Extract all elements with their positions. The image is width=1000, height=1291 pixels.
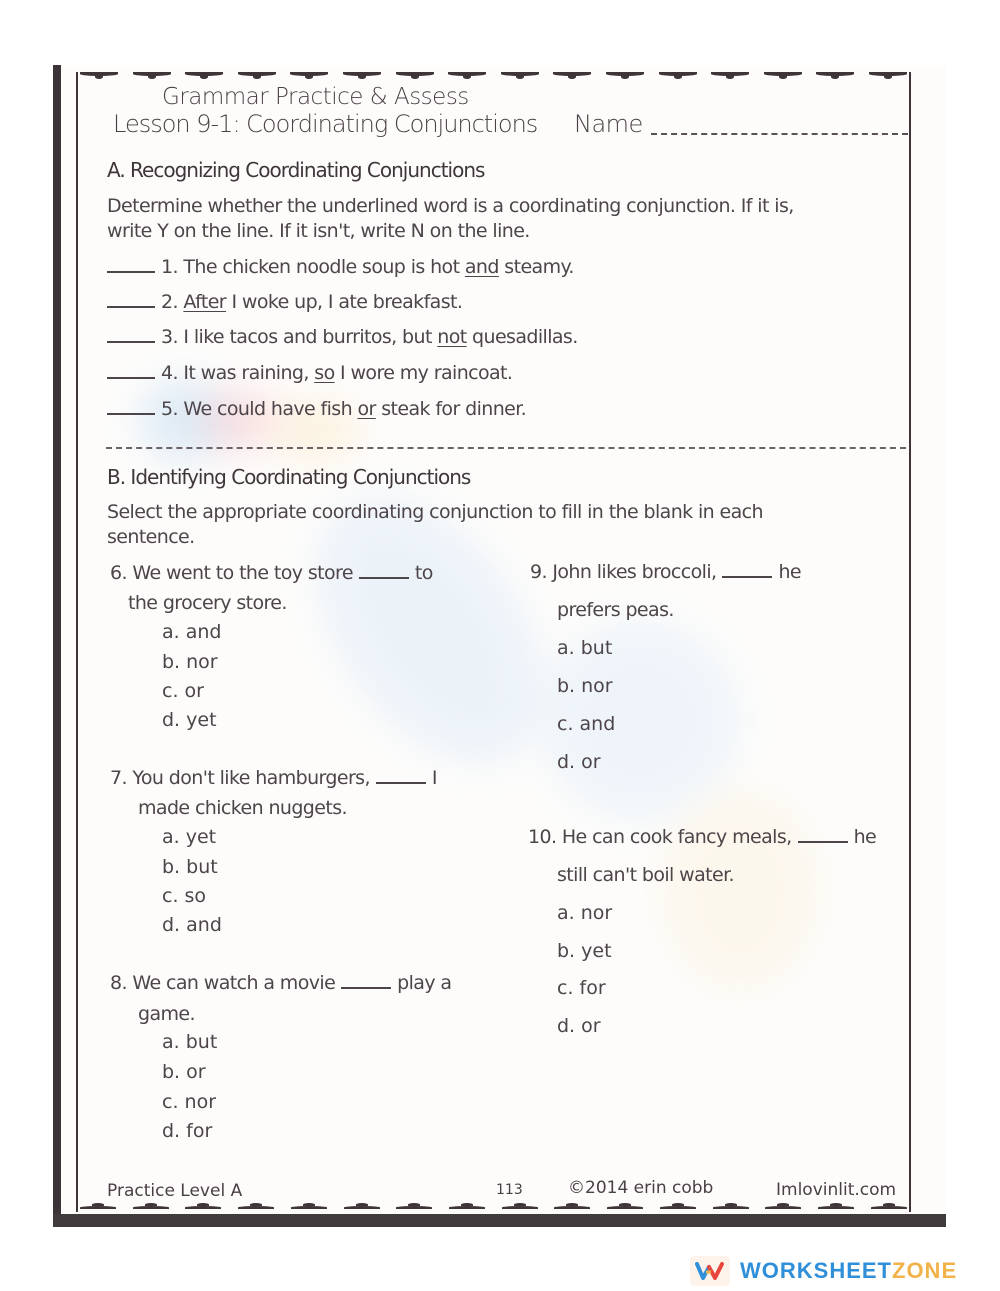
- answer-blank[interactable]: [107, 306, 155, 308]
- section-a-item: 4. It was raining, so I wore my raincoat.: [107, 362, 512, 384]
- answer-blank[interactable]: [107, 377, 155, 379]
- answer-blank[interactable]: [107, 413, 155, 415]
- question-6: 6. We went to the toy store to: [110, 562, 433, 584]
- question-10-continued: still can't boil water.: [557, 864, 734, 886]
- section-b-instructions: Select the appropriate coordinating conjunction to fill in the blank in each: [107, 501, 763, 523]
- website-link[interactable]: Imlovinlit.com: [776, 1180, 897, 1200]
- section-a-instructions: Determine whether the underlined word is a coordinating conjunction. If it is,: [107, 195, 794, 217]
- answer-option[interactable]: d. yet: [162, 709, 217, 731]
- fill-blank[interactable]: [359, 577, 409, 579]
- page-number: 113: [496, 1182, 523, 1198]
- answer-option[interactable]: c. for: [557, 977, 606, 999]
- underlined-word: and: [464, 256, 499, 278]
- answer-option[interactable]: a. nor: [557, 902, 613, 924]
- question-8-continued: game.: [138, 1003, 195, 1025]
- copyright: ©2014 erin cobb: [568, 1178, 714, 1198]
- underlined-word: so: [314, 362, 335, 384]
- fill-blank[interactable]: [798, 841, 848, 843]
- underlined-word: or: [357, 398, 376, 420]
- answer-option[interactable]: c. nor: [162, 1091, 217, 1113]
- answer-option[interactable]: b. nor: [557, 675, 613, 697]
- answer-option[interactable]: b. nor: [162, 651, 218, 673]
- section-b-instructions: sentence.: [107, 526, 195, 548]
- answer-blank[interactable]: [107, 271, 155, 273]
- worksheetzone-brand[interactable]: [690, 1253, 957, 1289]
- question-9: 9. John likes broccoli, he: [530, 561, 801, 583]
- question-7: 7. You don't like hamburgers, I: [110, 767, 437, 789]
- section-a-item: 2. After I woke up, I ate breakfast.: [107, 291, 462, 313]
- question-9-continued: prefers peas.: [557, 599, 674, 621]
- question-8: 8. We can watch a movie play a: [110, 972, 452, 994]
- answer-option[interactable]: b. yet: [557, 940, 612, 962]
- answer-option[interactable]: c. or: [162, 680, 204, 702]
- underlined-word: After: [183, 291, 227, 313]
- section-a-item: 3. I like tacos and burritos, but not quesadillas.: [107, 326, 578, 348]
- section-a-heading: A. Recognizing Coordinating Conjunctions: [107, 158, 485, 182]
- answer-option[interactable]: b. but: [162, 856, 218, 878]
- name-label: Name: [574, 110, 643, 138]
- question-10: 10. He can cook fancy meals, he: [528, 826, 877, 848]
- answer-option[interactable]: a. but: [162, 1031, 218, 1053]
- fill-blank[interactable]: [376, 782, 426, 784]
- answer-option[interactable]: d. for: [162, 1120, 213, 1142]
- fill-blank[interactable]: [341, 987, 391, 989]
- underlined-word: not: [437, 326, 467, 348]
- answer-blank[interactable]: [107, 341, 155, 343]
- answer-option[interactable]: b. or: [162, 1061, 206, 1083]
- fill-blank[interactable]: [722, 576, 772, 578]
- practice-level: Practice Level A: [107, 1181, 243, 1201]
- worksheet-title: Grammar Practice & Assess: [162, 84, 469, 110]
- answer-option[interactable]: a. and: [162, 621, 222, 643]
- brand-name-part1: WORKSHEET: [740, 1258, 892, 1283]
- section-divider: [106, 447, 906, 449]
- question-7-continued: made chicken nuggets.: [138, 797, 347, 819]
- answer-option[interactable]: a. yet: [162, 826, 217, 848]
- section-a-item: 1. The chicken noodle soup is hot and steamy.: [107, 256, 574, 278]
- answer-option[interactable]: d. and: [162, 914, 222, 936]
- section-a-item: 5. We could have fish or steak for dinner.: [107, 398, 526, 420]
- answer-option[interactable]: c. and: [557, 713, 616, 735]
- worksheetzone-logo-icon: [690, 1256, 730, 1286]
- answer-option[interactable]: d. or: [557, 751, 601, 773]
- answer-option[interactable]: d. or: [557, 1015, 601, 1037]
- name-input-line[interactable]: [651, 133, 908, 135]
- brand-name-part2: ZONE: [892, 1258, 958, 1283]
- section-a-instructions: write Y on the line. If it isn't, write N on the line.: [107, 220, 530, 242]
- answer-option[interactable]: c. so: [162, 885, 207, 907]
- lesson-title: Lesson 9-1: Coordinating Conjunctions: [113, 110, 538, 138]
- answer-option[interactable]: a. but: [557, 637, 613, 659]
- section-b-heading: B. Identifying Coordinating Conjunctions: [107, 465, 471, 489]
- question-6-continued: the grocery store.: [128, 592, 287, 614]
